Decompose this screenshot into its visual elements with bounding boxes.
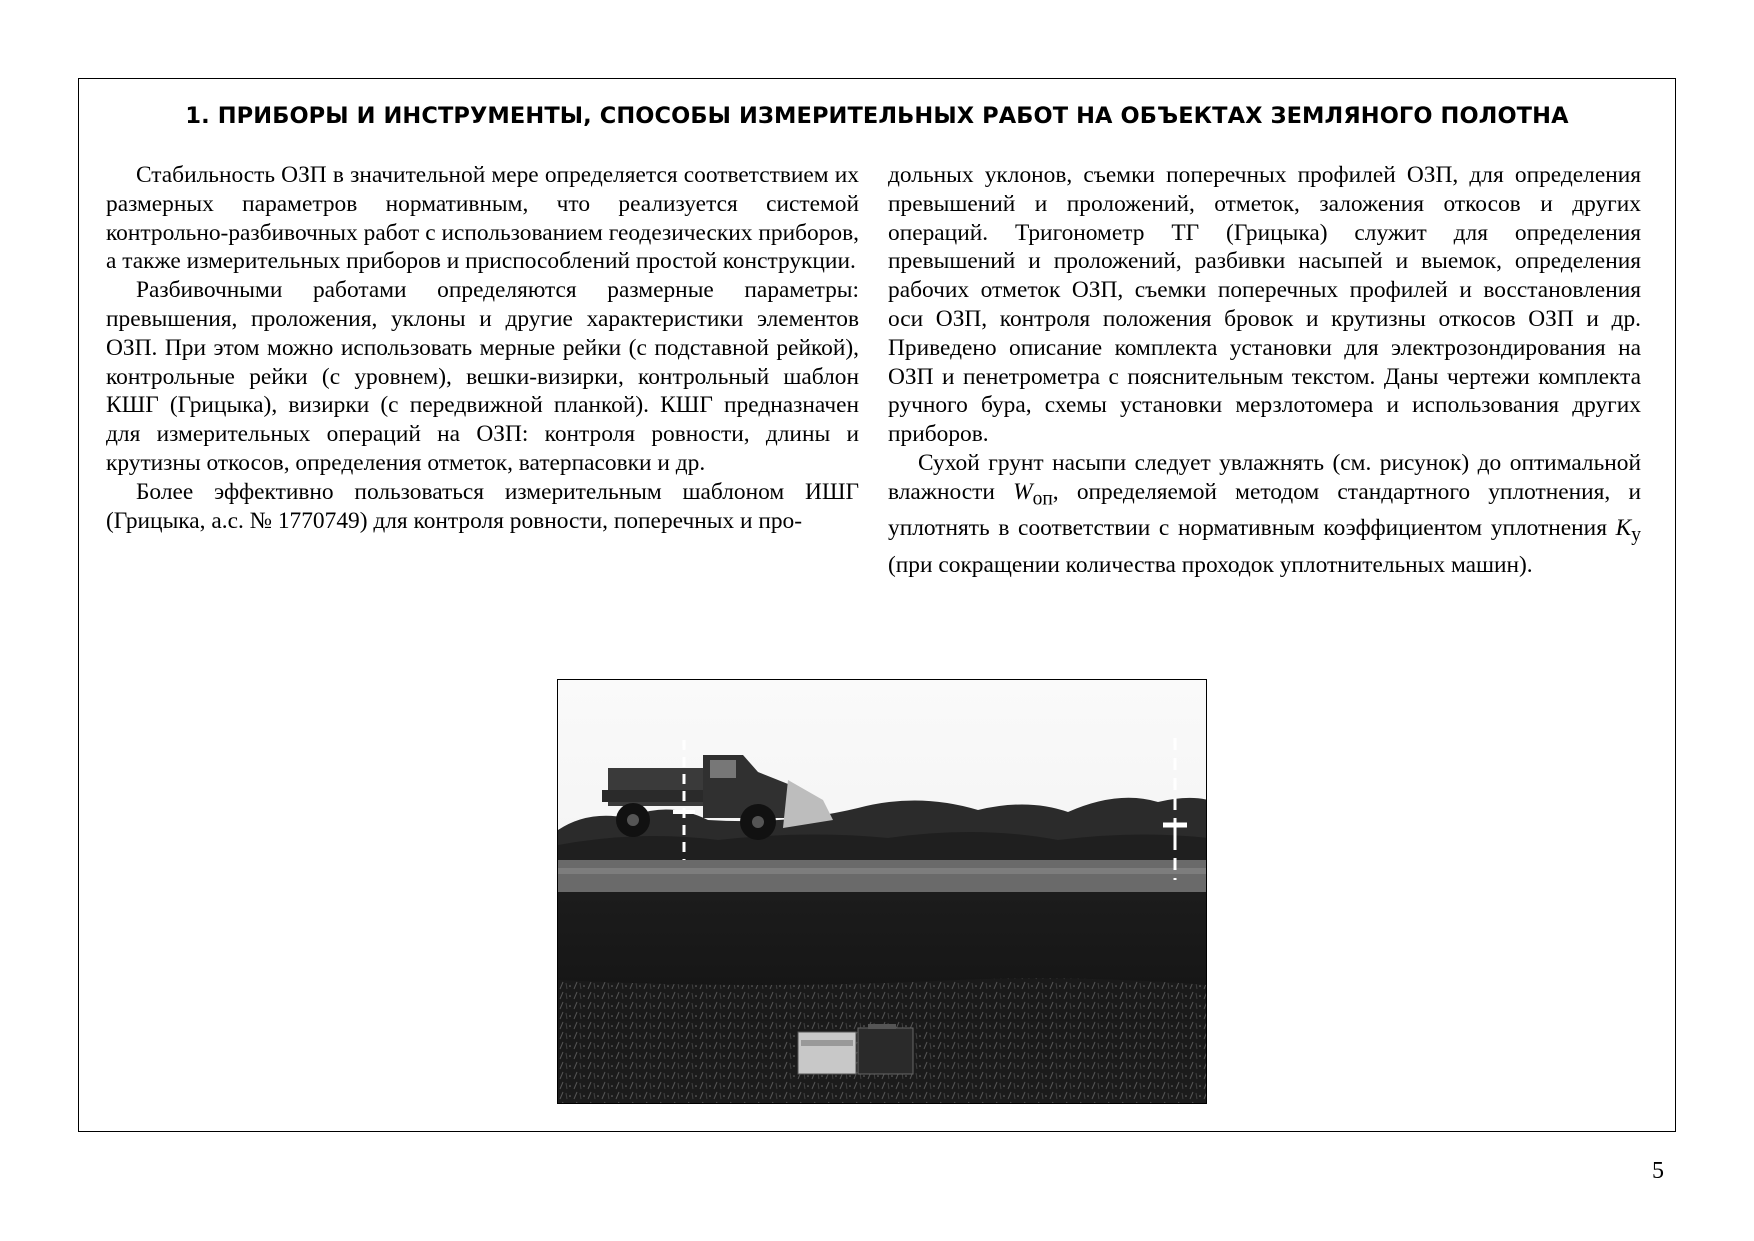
formula-symbol: K xyxy=(1615,515,1632,542)
text-run: (при сокращении количества проходок уплотнительных машин). xyxy=(888,551,1533,578)
page-number: 5 xyxy=(1652,1158,1664,1184)
page-frame xyxy=(78,78,1676,1132)
section-heading: 1. ПРИБОРЫ И ИНСТРУМЕНТЫ, СПОСОБЫ ИЗМЕРИТЕЛЬНЫХ РАБОТ НА ОБЪЕКТАХ ЗЕМЛЯНОГО ПОЛОТНА xyxy=(185,103,1569,129)
text-run: , определяемой методом стандартного уплотнения, и уплотнять в соответствии с нормативным коэффициентом уплотнения xyxy=(888,478,1642,542)
formula-symbol: W xyxy=(1013,478,1033,505)
paragraph: Разбивочными работами определяются размерные параметры: превышения, проложения, уклоны и другие характеристики элементов ОЗП. При этом можно использовать мерные рейки (с подставной рейкой), контрольные рейки (с уровнем), вешки-визирки, контрольный шаблон КШГ (Грицыка), визирки (с передвижной планкой). КШГ предназначен для измерительных операций на ОЗП: контроля ровности, длины и крутизны откосов, определения отметок, ватерпасовки и др. xyxy=(106,277,859,476)
right-text-column xyxy=(888,161,1641,580)
paragraph: дольных уклонов, съемки поперечных профилей ОЗП, для определения превышений и проложений, отметок, заложения откосов и других операций. Тригонометр ТГ (Грицыка) служит для определения превышений и проложений, разбивки насыпей и выемок, определения рабочих отметок ОЗП, съемки поперечных профилей и восстановления оси ОЗП, контроля положения бровок и крутизны откосов ОЗП и др. Приведено описание комплекта установки для электрозондирования на ОЗП и пенетрометра с пояснительным текстом. Даны чертежи комплекта ручного бура, схемы установки мерзлотомера и использования других приборов. xyxy=(888,162,1641,448)
formula-subscript: оп xyxy=(1032,488,1053,510)
paragraph xyxy=(888,449,1641,580)
instrument-boxes xyxy=(798,1024,913,1074)
paragraph: Более эффективно пользоваться измерительным шаблоном ИШГ (Грицыка, а.с. № 1770749) для контроля ровности, поперечных и про- xyxy=(106,478,859,534)
photo-embankment-truck xyxy=(557,679,1207,1104)
text-run: Сухой грунт насыпи следует увлажнять (см. рисунок) до оптимальной влажности xyxy=(888,449,1641,505)
left-text-column xyxy=(106,161,859,535)
formula-subscript: у xyxy=(1631,524,1641,546)
paragraph: Стабильность ОЗП в значительной мере определяется соответствием их размерных параметров нормативным, что реализуется системой контрольно-разбивочных работ с использованием геодезических приборов, а также измерительных приборов и приспособлений простой конструкции. xyxy=(106,162,859,275)
photo-illustration xyxy=(558,680,1207,1104)
